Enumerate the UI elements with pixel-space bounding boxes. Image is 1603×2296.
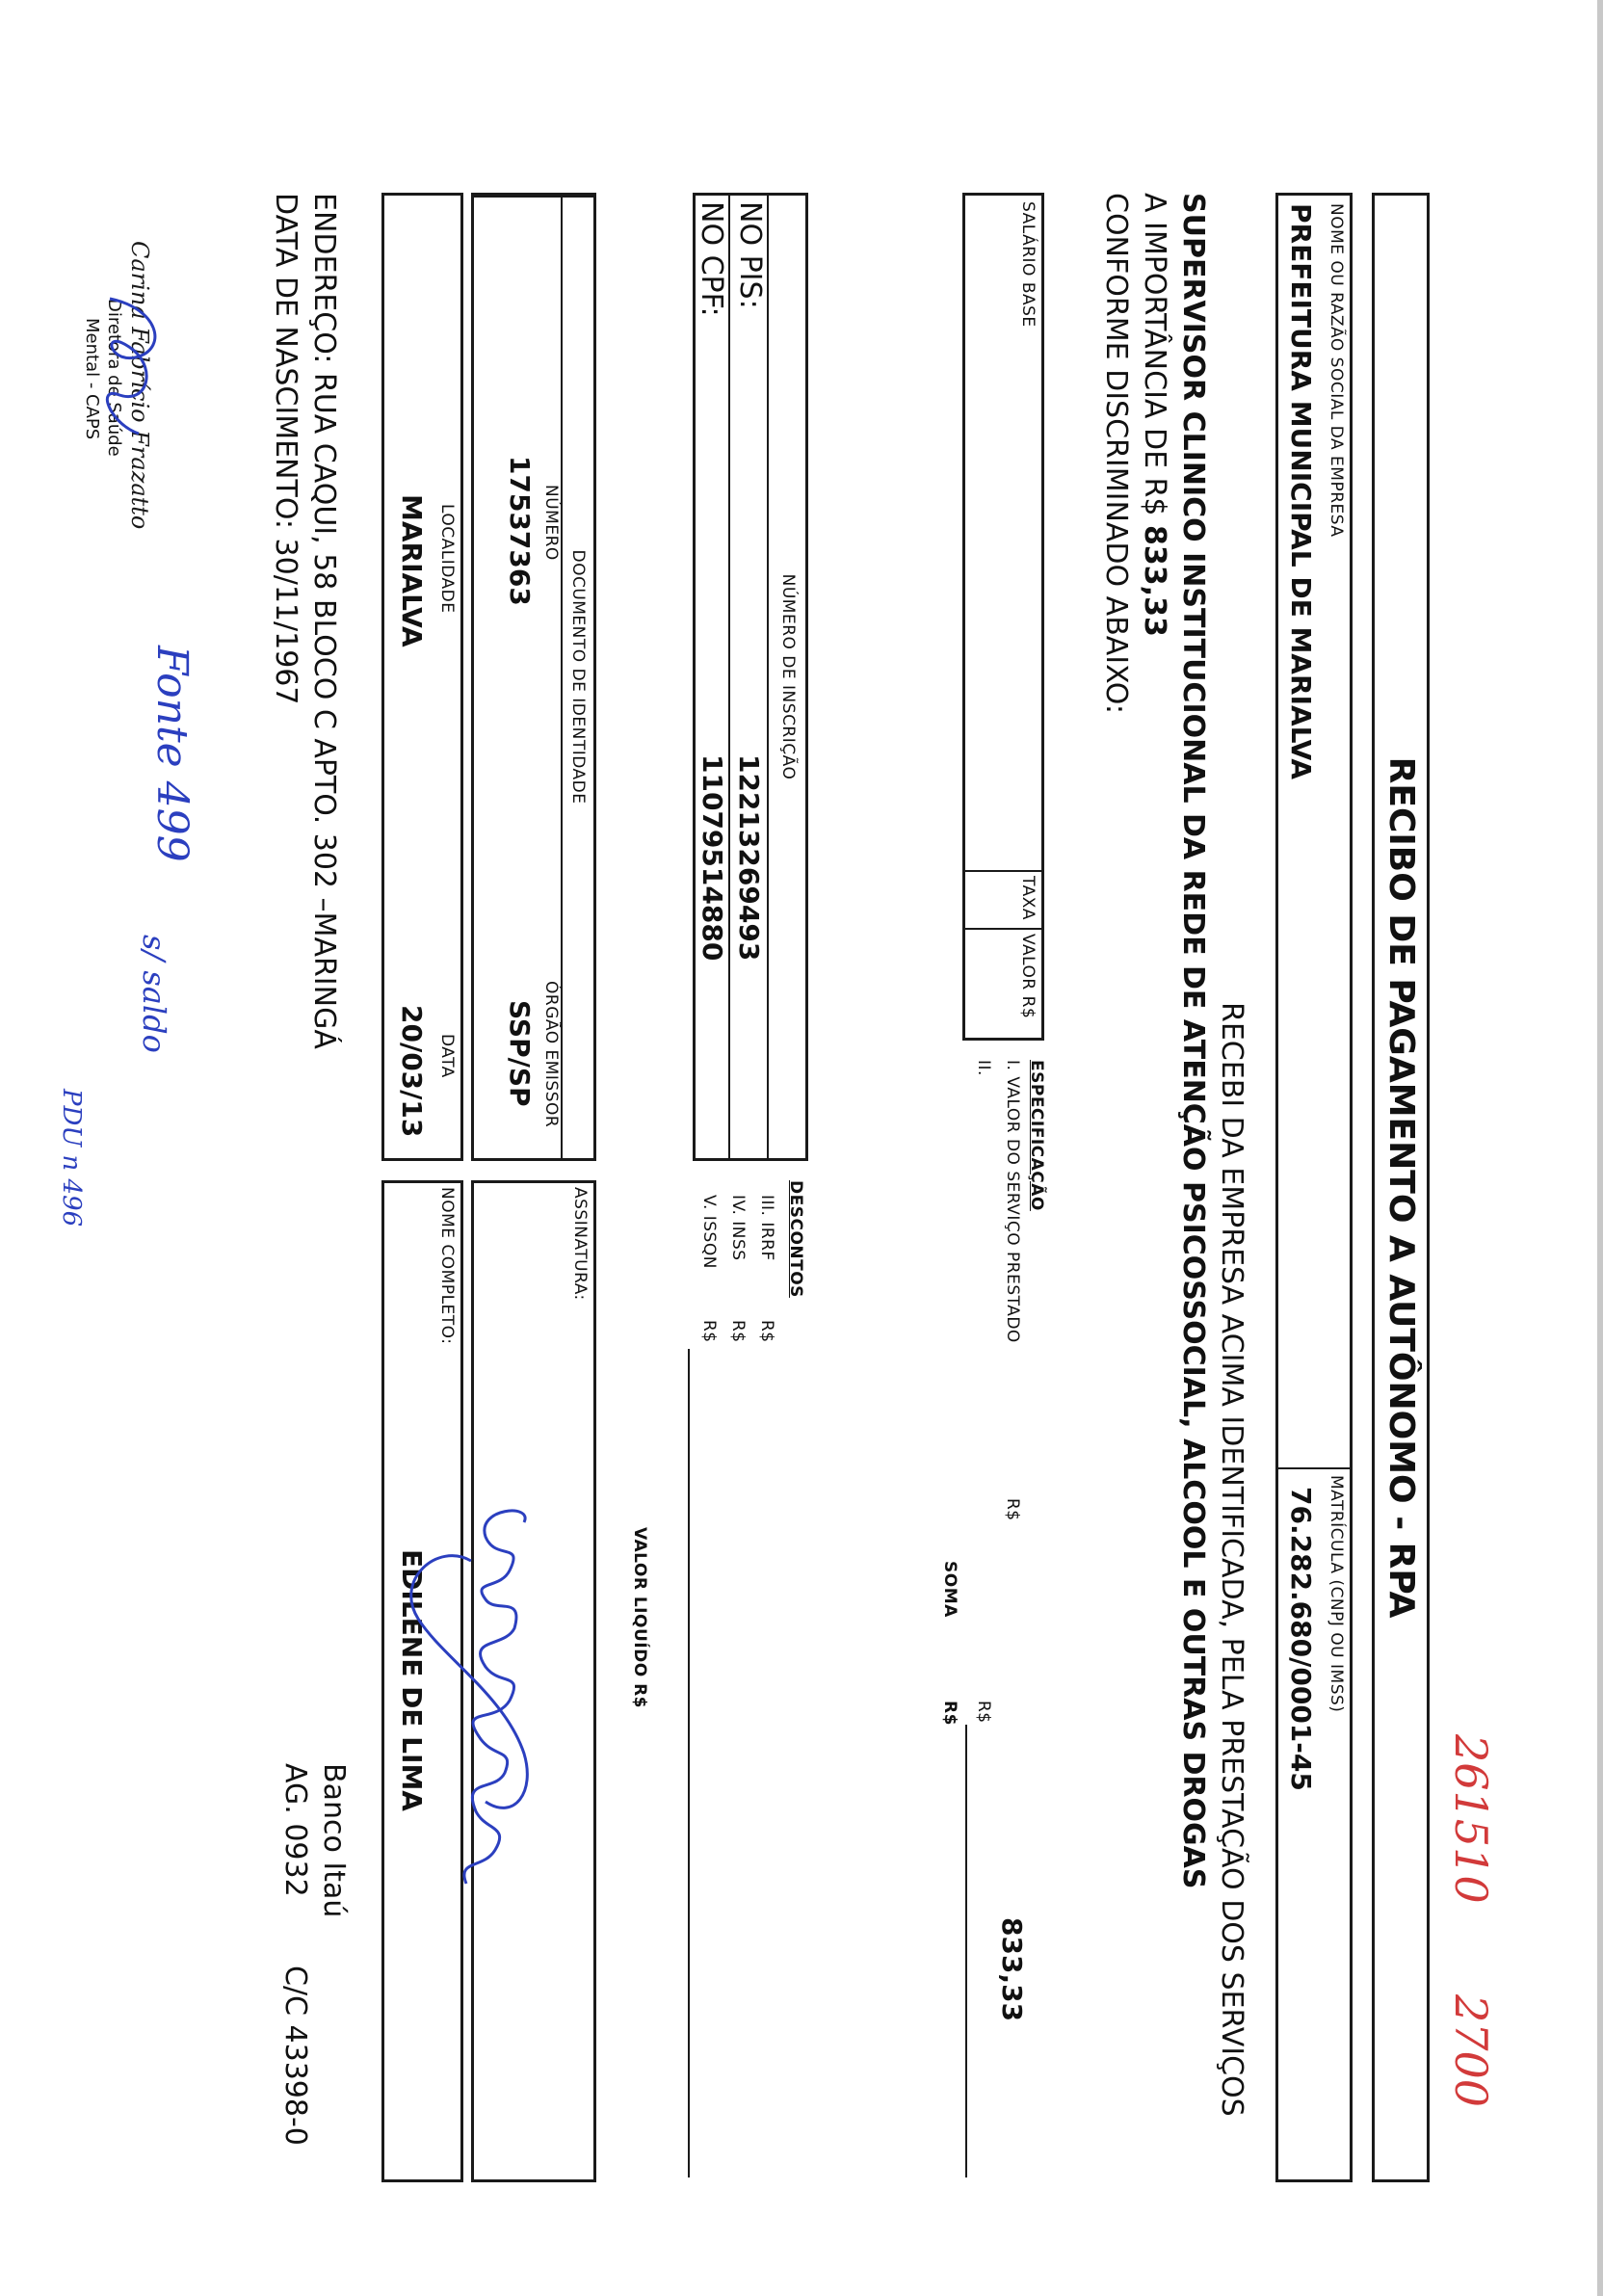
deduction-irrf: III. IRRF: [757, 1195, 776, 1261]
date-label: DATA: [437, 1034, 457, 1078]
pis-label: NO PIS:: [733, 201, 767, 309]
statement-line-4: CONFORME DISCRIMINADO ABAIXO:: [1099, 193, 1133, 714]
net-value-line: [688, 1349, 690, 2177]
issuer: SSP/SP: [504, 1000, 536, 1107]
spec-item-1-value: 833,33: [996, 1917, 1028, 2022]
identity-header: DOCUMENTO DE IDENTIDADE: [568, 549, 588, 805]
id-number-label: NÚMERO: [541, 485, 561, 561]
birth-date: DATA DE NASCIMENTO: 30/11/1967: [269, 193, 302, 705]
deductions-header: DESCONTOS: [786, 1180, 805, 1298]
deduction-inss-currency: R$: [728, 1320, 748, 1343]
statement-line-1: RECEBI DA EMPRESA ACIMA IDENTIFICADA, PELA PRESTAÇÃO DOS SERVIÇOS: [1215, 1002, 1248, 2117]
locality-box: [381, 193, 463, 1161]
identity-box: [471, 193, 596, 1161]
statement-amount-prefix: A IMPORTÂNCIA DE R$: [1138, 193, 1171, 516]
inscription-box: [693, 193, 808, 1161]
stamp-signature: [91, 289, 177, 443]
inscription-header: NÚMERO DE INSCRIÇÃO: [778, 573, 798, 780]
address-line: ENDEREÇO: RUA CAQUI, 58 BLOCO C APTO. 302 –MARINGÁ: [307, 193, 341, 1049]
spec-item-2: II.: [974, 1060, 993, 1076]
cpf-label: NO CPF:: [695, 201, 728, 317]
bank-account: C/C 43398-0: [278, 1966, 312, 2146]
deduction-irrf-currency: R$: [757, 1320, 776, 1343]
spec-subtotal-line: [965, 1725, 967, 2177]
statement-line-3: [1138, 193, 1171, 637]
soma-currency: R$: [940, 1701, 959, 1726]
handwritten-code-a: 261510: [1445, 1734, 1497, 1904]
rate-label: TAXA: [1018, 876, 1038, 920]
statement-amount: 833,33: [1138, 525, 1171, 637]
net-value-label: VALOR LIQUÍDO R$: [630, 1527, 649, 1708]
handwritten-pdu: PDU n 496: [57, 1089, 86, 1227]
company-name-label: NOME OU RAZÃO SOCIAL DA EMPRESA: [1327, 203, 1346, 538]
id-number: 17537363: [504, 456, 536, 606]
soma-label: SOMA: [940, 1561, 959, 1618]
handwritten-fonte: Fonte 499: [147, 646, 197, 862]
spec-item-2-currency: R$: [974, 1701, 993, 1724]
stamp-role: Diretora de Saúde: [104, 299, 124, 457]
stamp-name: Carina Fabrício Frazatto: [126, 241, 153, 530]
spec-item-1: I. VALOR DO SERVIÇO PRESTADO: [1003, 1060, 1022, 1343]
issue-date: 20/03/13: [396, 1005, 428, 1138]
statement-line-2: SUPERVISOR CLINICO INSTITUCIONAL DA REDE DE ATENÇÃO PSICOSSOCIAL, ALCOOL E OUTRAS DROGAS: [1176, 193, 1210, 1889]
deduction-issqn: V. ISSQN: [699, 1195, 719, 1269]
registration-number: 76.282.680/0001-45: [1285, 1487, 1317, 1791]
value-label: VALOR R$: [1018, 934, 1038, 1019]
recipient-signature: [389, 1503, 563, 1908]
bank-agency: AG. 0932: [278, 1763, 312, 1897]
handwritten-code-b: 2700: [1445, 1994, 1497, 2108]
specification-header: ESPECIFICAÇÃO: [1027, 1060, 1046, 1211]
handwritten-saldo: s/ saldo: [136, 935, 172, 1053]
title-box: [1372, 193, 1430, 2182]
spec-item-1-currency: R$: [1003, 1498, 1022, 1521]
company-box: [1275, 193, 1353, 2182]
locality-label: LOCALIDADE: [437, 504, 457, 614]
deduction-issqn-currency: R$: [699, 1320, 719, 1343]
signature-label: ASSINATURA:: [570, 1187, 590, 1301]
page-title: RECIBO DE PAGAMENTO A AUTÔNOMO - RPA: [1381, 756, 1421, 1619]
full-name-label: NOME COMPLETO:: [437, 1187, 457, 1345]
stamp-dept: Mental - CAPS: [82, 318, 102, 440]
full-name: EDILENE DE LIMA: [396, 1549, 428, 1811]
pis-number: 12213269493: [733, 754, 765, 962]
bank-name: Banco Itaú: [317, 1763, 351, 1918]
registration-label: MATRÍCULA (CNPJ OU IMSS): [1327, 1475, 1346, 1713]
deduction-inss: IV. INSS: [728, 1195, 748, 1261]
salary-base-label: SALÁRIO BASE: [1018, 201, 1038, 328]
company-name: PREFEITURA MUNICIPAL DE MARIALVA: [1285, 203, 1317, 780]
salary-box: [962, 193, 1044, 1041]
cpf-number: 11079514880: [696, 754, 728, 962]
locality: MARIALVA: [396, 494, 428, 647]
issuer-label: ÓRGÃO EMISSOR: [541, 981, 561, 1128]
